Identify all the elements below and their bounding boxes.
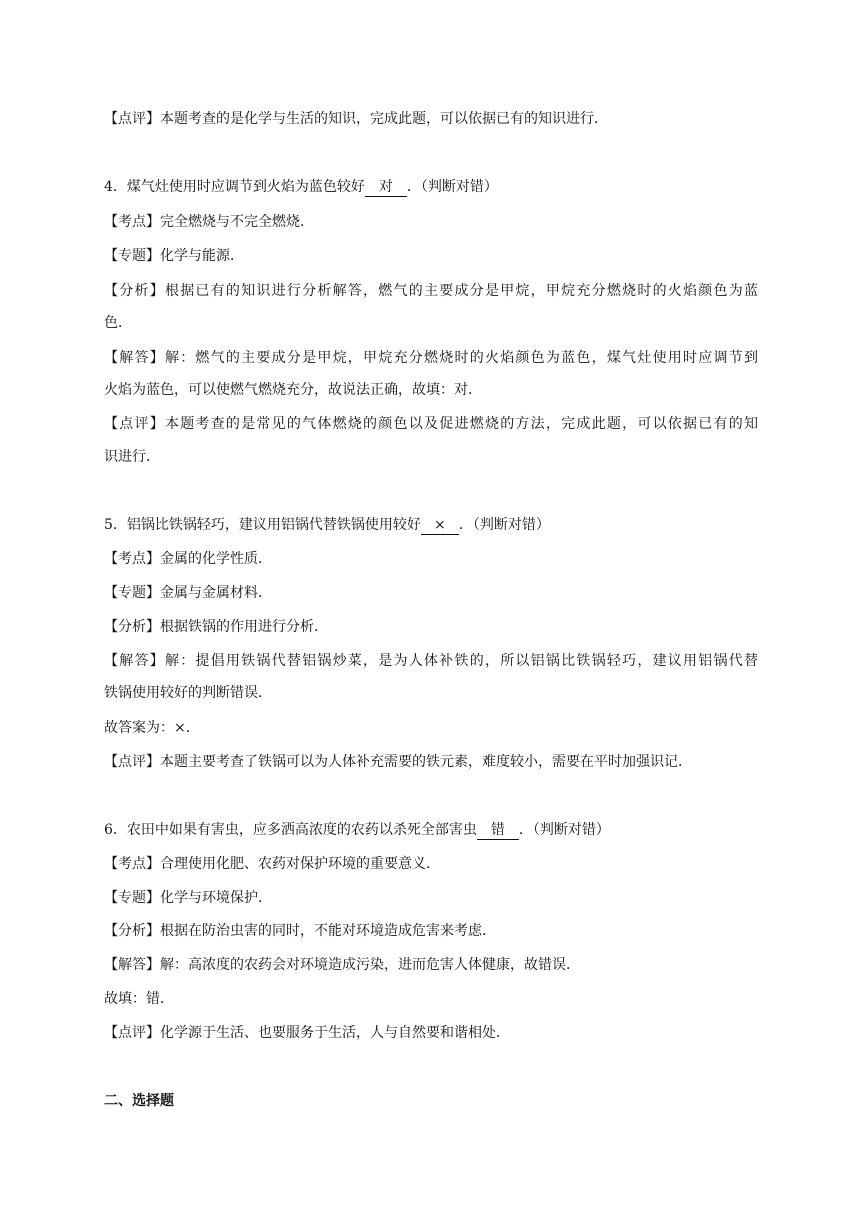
question-6-fenxi: 【分析】根据在防治虫害的同时，不能对环境造成危害来考虑． [104,923,496,939]
question-6-stem [104,820,758,840]
question-5-text: 5．铝锅比铁锅轻巧，建议用铝锅代替铁锅使用较好 [104,517,421,533]
question-4-dianping-line-1: 【点评】本题考查的是常见的气体燃烧的颜色以及促进燃烧的方法，完成此题，可以依据已有的知 [104,416,758,432]
question-5-kaodian: 【考点】金属的化学性质． [104,551,272,567]
question-4-jieda-line-1: 【解答】解：燃气的主要成分是甲烷，甲烷充分燃烧时的火焰颜色为蓝色，煤气灶使用时应调节到 [104,350,758,366]
question-4-stem [104,177,758,197]
question-5-zhuanti: 【专题】金属与金属材料． [104,585,272,601]
question-6-jieda: 【解答】解：高浓度的农药会对环境造成污染，进而危害人体健康，故错误． [104,957,580,973]
question-5-stem [104,515,758,535]
question-6-dianping: 【点评】化学源于生活、也要服务于生活，人与自然要和谐相处． [104,1025,510,1041]
question-4-suffix: ．（判断对错） [406,179,498,195]
section-title: 二、选择题 [104,1093,174,1109]
question-5-answer-line: 故答案为：×． [104,720,200,736]
question-5-suffix: ．（判断对错） [458,517,550,533]
question-4-fenxi-line-1: 【分析】根据已有的知识进行分析解答，燃气的主要成分是甲烷，甲烷充分燃烧时的火焰颜色为蓝 [104,283,758,299]
question-4-answer-blank: 对 [365,178,407,197]
question-4-text: 4．煤气灶使用时应调节到火焰为蓝色较好 [104,179,365,195]
question-6-tian: 故填：错． [104,991,174,1007]
question-4-dianping-line-2: 识进行． [104,449,160,465]
question-5-jieda-line-1: 【解答】解：提倡用铁锅代替铝锅炒菜，是为人体补铁的，所以铝锅比铁锅轻巧，建议用铝锅代替 [104,653,758,669]
question-5-fenxi: 【分析】根据铁锅的作用进行分析． [104,619,328,635]
question-5-jieda-line-2: 铁锅使用较好的判断错误． [104,685,272,701]
question-4-jieda-line-2: 火焰为蓝色，可以使燃气燃烧充分，故说法正确，故填：对． [104,382,482,398]
question-4-zhuanti: 【专题】化学与能源． [104,248,244,264]
comment-line: 【点评】本题考查的是化学与生活的知识，完成此题，可以依据已有的知识进行． [104,111,608,127]
question-6-kaodian: 【考点】合理使用化肥、农药对保护环境的重要意义． [104,856,440,872]
question-6-suffix: ．（判断对错） [518,822,610,838]
question-5-answer-blank: × [421,516,459,535]
question-5-dianping: 【点评】本题主要考查了铁锅可以为人体补充需要的铁元素，难度较小，需要在平时加强识记． [104,754,692,770]
question-4-fenxi-line-2: 色． [104,315,132,331]
question-6-zhuanti: 【专题】化学与环境保护． [104,890,272,906]
question-6-answer-blank: 错 [477,821,519,840]
question-6-text: 6．农田中如果有害虫，应多洒高浓度的农药以杀死全部害虫 [104,822,477,838]
question-4-kaodian: 【考点】完全燃烧与不完全燃烧． [104,214,314,230]
